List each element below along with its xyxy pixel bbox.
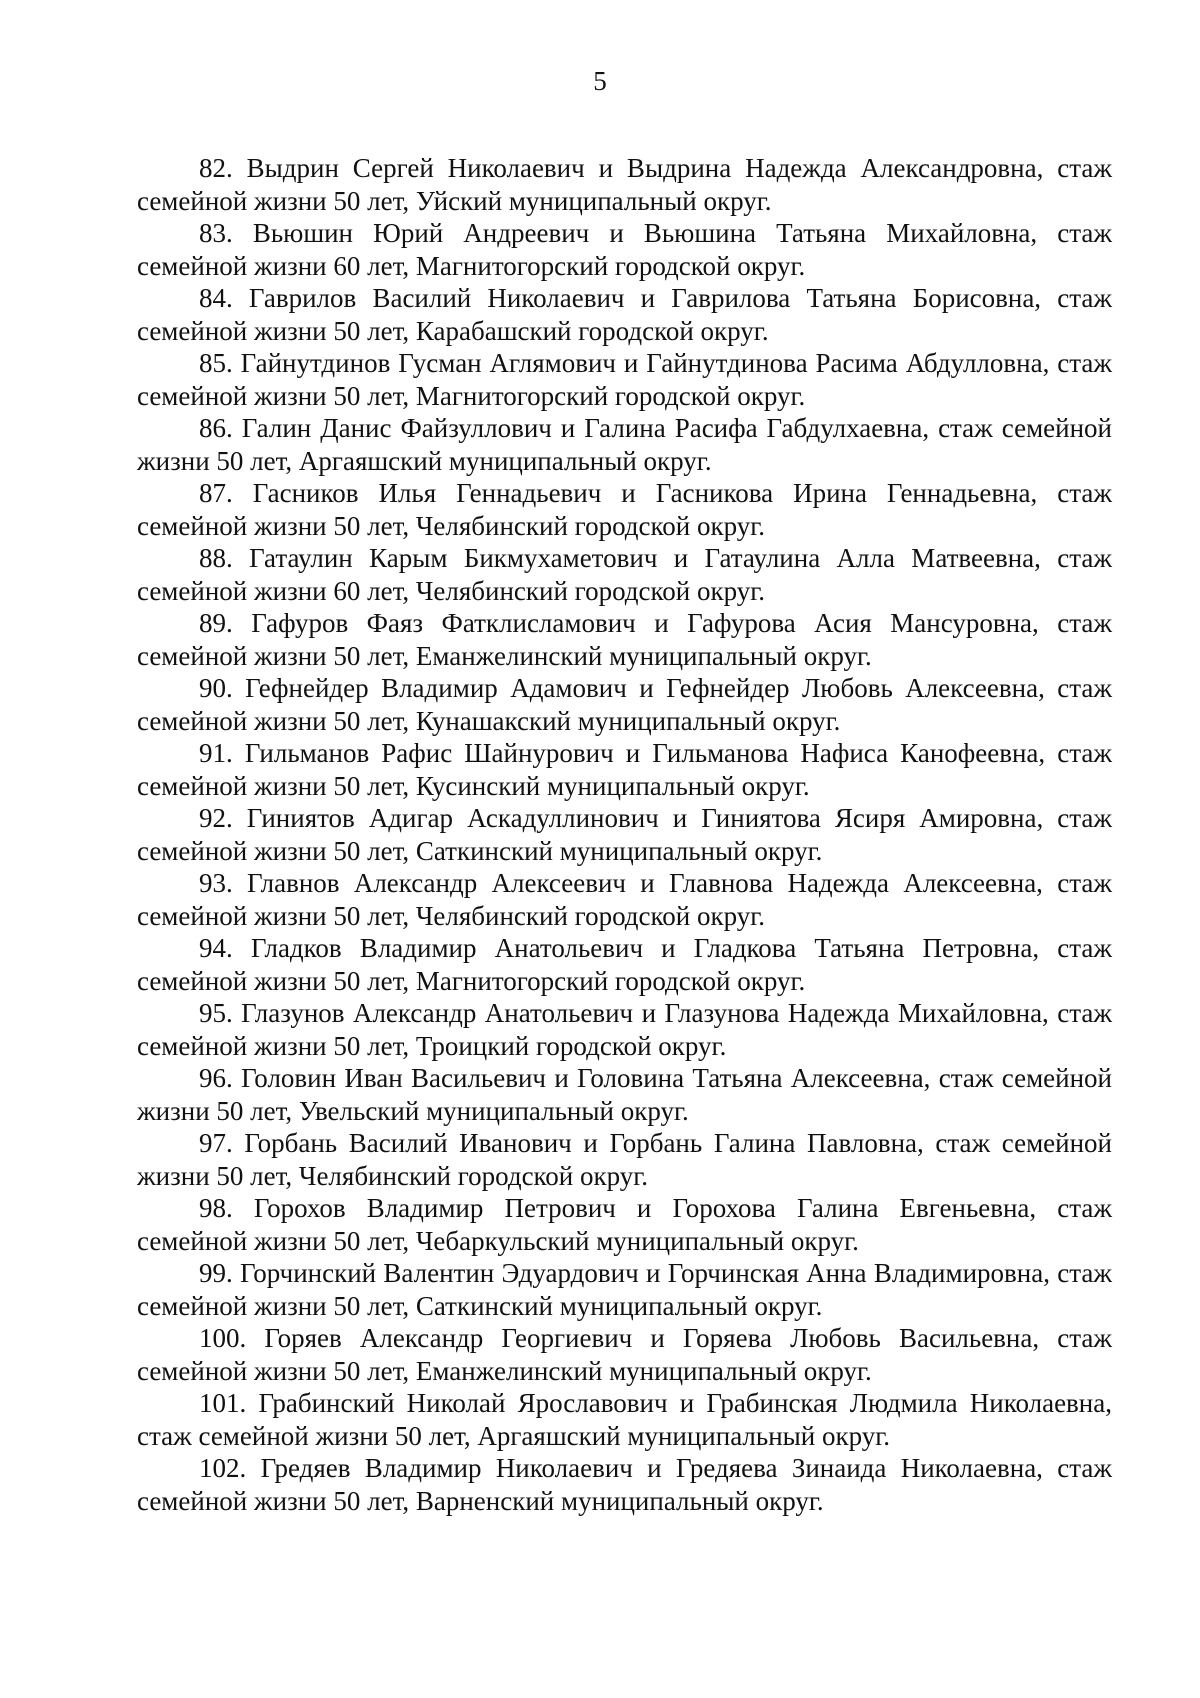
list-item: 94. Гладков Владимир Анатольевич и Гладкова Татьяна Петровна, стаж семейной жизни 50 лет, Магнитогорский городской округ.: [137, 933, 1112, 996]
list-item: 99. Горчинский Валентин Эдуардович и Горчинская Анна Владимировна, стаж семейной жизни 50 лет, Саткинский муниципальный округ.: [137, 1258, 1112, 1321]
list-item: 86. Галин Данис Файзуллович и Галина Расифа Габдулхаевна, стаж семейной жизни 50 лет, Аргаяшский муниципальный округ.: [137, 413, 1112, 476]
list-item: 95. Глазунов Александр Анатольевич и Глазунова Надежда Михайловна, стаж семейной жизни 50 лет, Троицкий городской округ.: [137, 998, 1112, 1061]
list-item: 84. Гаврилов Василий Николаевич и Гаврилова Татьяна Борисовна, стаж семейной жизни 50 лет, Карабашский городской округ.: [137, 283, 1112, 346]
list-item: 87. Гасников Илья Геннадьевич и Гасникова Ирина Геннадьевна, стаж семейной жизни 50 лет, Челябинский городской округ.: [137, 478, 1112, 541]
list-item: 91. Гильманов Рафис Шайнурович и Гильманова Нафиса Канофеевна, стаж семейной жизни 50 лет, Кусинский муниципальный округ.: [137, 738, 1112, 801]
list-item: 96. Головин Иван Васильевич и Головина Татьяна Алексеевна, стаж семейной жизни 50 лет, Увельский муниципальный округ.: [137, 1063, 1112, 1126]
list-item: 85. Гайнутдинов Гусман Аглямович и Гайнутдинова Расима Абдулловна, стаж семейной жизни 50 лет, Магнитогорский городской округ.: [137, 348, 1112, 411]
list-item: 97. Горбань Василий Иванович и Горбань Галина Павловна, стаж семейной жизни 50 лет, Челябинский городской округ.: [137, 1128, 1112, 1191]
list-item: 82. Выдрин Сергей Николаевич и Выдрина Надежда Александровна, стаж семейной жизни 50 лет, Уйский муниципальный округ.: [137, 153, 1112, 216]
list-item: 93. Главнов Александр Алексеевич и Главнова Надежда Алексеевна, стаж семейной жизни 50 лет, Челябинский городской округ.: [137, 868, 1112, 931]
list-item: 101. Грабинский Николай Ярославович и Грабинская Людмила Николаевна, стаж семейной жизни 50 лет, Аргаяшский муниципальный округ.: [137, 1388, 1112, 1451]
list-item: 90. Гефнейдер Владимир Адамович и Гефнейдер Любовь Алексеевна, стаж семейной жизни 50 лет, Кунашакский муниципальный округ.: [137, 673, 1112, 736]
list-item: 89. Гафуров Фаяз Фатклисламович и Гафурова Асия Мансуровна, стаж семейной жизни 50 лет, Еманжелинский муниципальный округ.: [137, 608, 1112, 671]
list-item: 102. Гредяев Владимир Николаевич и Гредяева Зинаида Николаевна, стаж семейной жизни 50 лет, Варненский муниципальный округ.: [137, 1453, 1112, 1516]
list-item: 88. Гатаулин Карым Бикмухаметович и Гатаулина Алла Матвеевна, стаж семейной жизни 60 лет, Челябинский городской округ.: [137, 543, 1112, 606]
list-item: 92. Гиниятов Адигар Аскадуллинович и Гиниятова Ясиря Амировна, стаж семейной жизни 50 лет, Саткинский муниципальный округ.: [137, 803, 1112, 866]
list-item: 98. Горохов Владимир Петрович и Горохова Галина Евгеньевна, стаж семейной жизни 50 лет, Чебаркульский муниципальный округ.: [137, 1193, 1112, 1256]
page-number: 5: [593, 66, 607, 96]
award-list: [137, 152, 1112, 1517]
list-item: 83. Вьюшин Юрий Андреевич и Вьюшина Татьяна Михайловна, стаж семейной жизни 60 лет, Магнитогорский городской округ.: [137, 218, 1112, 281]
list-item: 100. Горяев Александр Георгиевич и Горяева Любовь Васильевна, стаж семейной жизни 50 лет, Еманжелинский муниципальный округ.: [137, 1323, 1112, 1386]
